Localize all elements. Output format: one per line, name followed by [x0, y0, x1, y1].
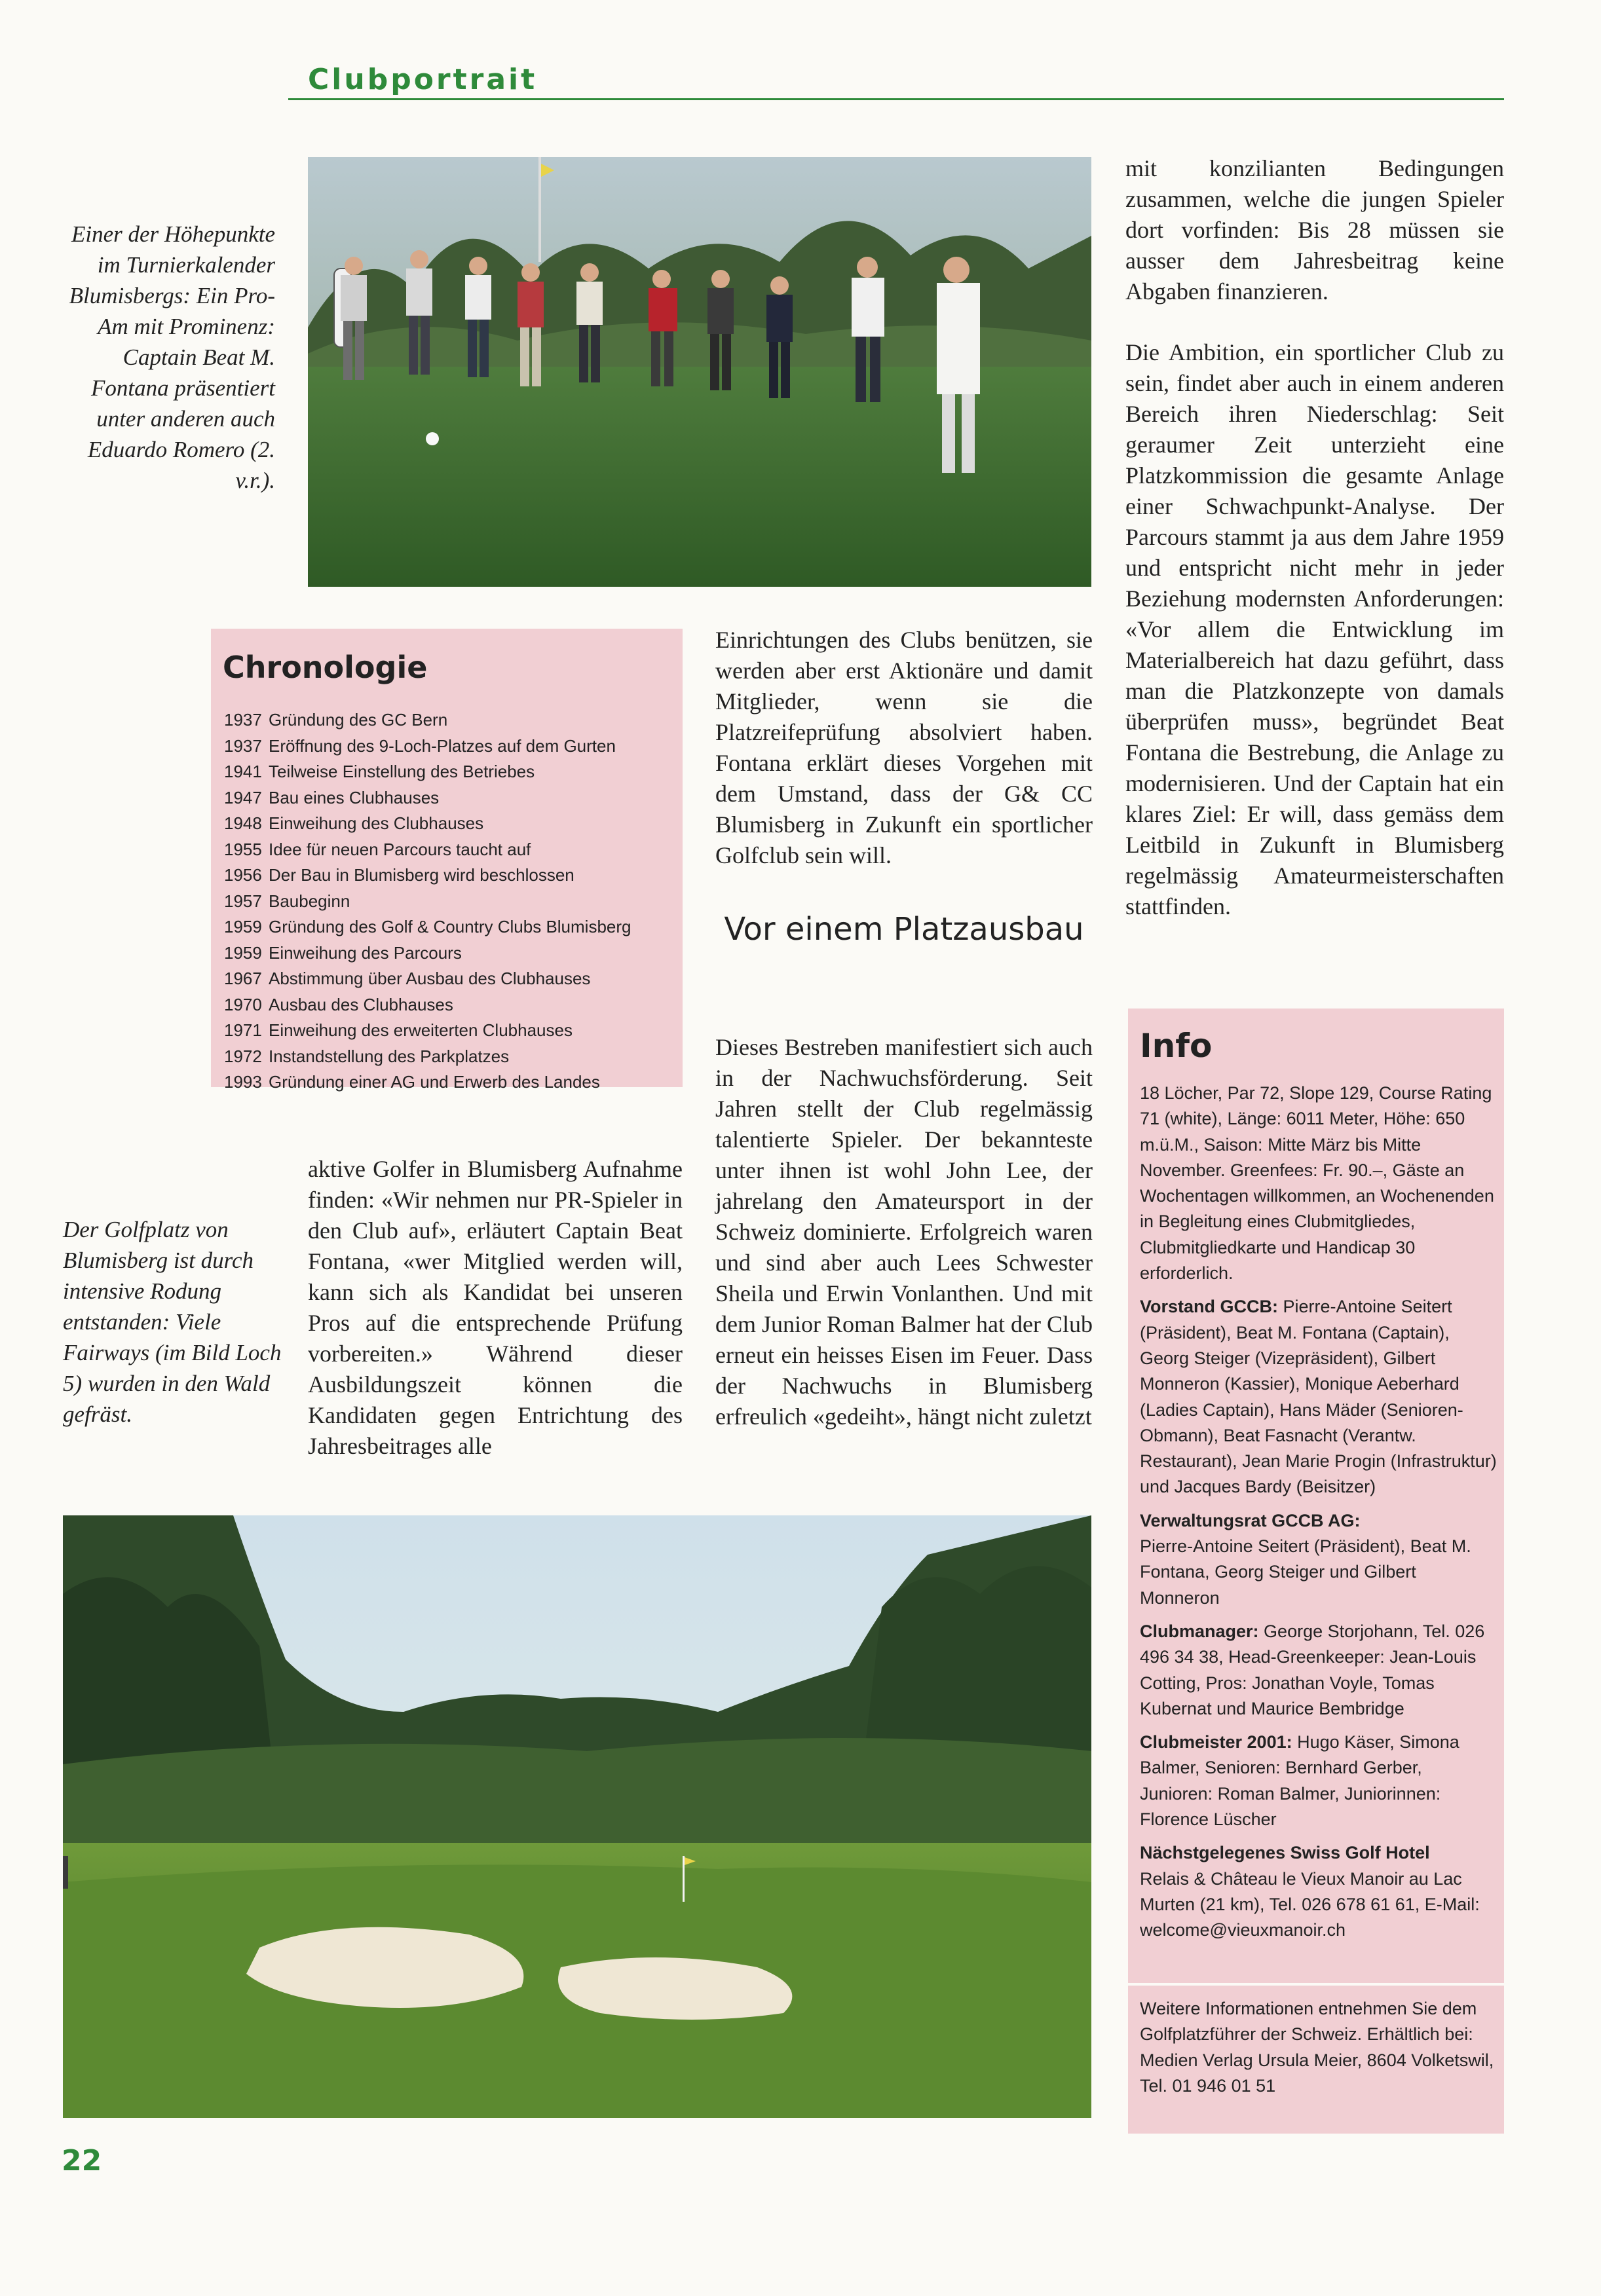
chronologie-year: 1956 — [224, 865, 262, 885]
chronologie-box — [211, 629, 683, 1092]
info-clubmanager — [1140, 1619, 1497, 1722]
chronologie-item — [224, 733, 676, 760]
chronologie-text: Einweihung des erweiterten Clubhauses — [269, 1020, 573, 1040]
chronologie-year: 1941 — [224, 762, 262, 781]
chronologie-year: 1959 — [224, 917, 262, 936]
chronologie-item — [224, 889, 676, 915]
photo-golf-course-hole-5 — [63, 1515, 1091, 2118]
chronologie-year: 1947 — [224, 787, 262, 807]
chronologie-item — [224, 862, 676, 889]
page-number: 22 — [62, 2144, 102, 2177]
info-content — [1140, 1081, 1497, 1952]
info-meister-text: Hugo Käser, Simona Balmer, Senioren: Bernhard Gerber, Junioren: Roman Balmer, Juniorinnen: Florence Lüscher — [1140, 1732, 1460, 1830]
chronologie-item — [224, 1069, 676, 1096]
chronologie-title: Chronologie — [223, 650, 428, 685]
info-hotel-text: Relais & Château le Vieux Manoir au Lac Murten (21 km), Tel. 026 678 61 61, E-Mail: welcome@vieuxmanoir.ch — [1140, 1868, 1480, 1940]
info-box — [1128, 1009, 1504, 2134]
info-vr-text: Pierre-Antoine Seitert (Präsident), Beat M. Fontana, Georg Steiger und Gilbert Monneron — [1140, 1536, 1471, 1608]
chronologie-item — [224, 1018, 676, 1044]
chronologie-text: Teilweise Einstellung des Betriebes — [269, 762, 535, 781]
chronologie-text: Einweihung des Parcours — [269, 942, 462, 963]
chronologie-text: Eröffnung des 9-Loch-Platzes auf dem Gurten — [269, 735, 616, 756]
chronologie-text: Gründung des GC Bern — [269, 710, 448, 730]
info-manager-label: Clubmanager: — [1140, 1621, 1259, 1641]
chronologie-text: Ausbau des Clubhauses — [269, 994, 453, 1014]
info-course: 18 Löcher, Par 72, Slope 129, Course Rating 71 (white), Länge: 6011 Meter, Höhe: 650 m.ü.M., Saison: Mitte März bis Mitte November. Greenfees: Fr. 90.–, Gäste an Wochentagen willkommen, an Wochenenden in Begleitung eines Clubmitgliedes, Clubmitgliedkarte und Handicap 30 erforderlich. — [1140, 1083, 1494, 1284]
chronologie-text: Gründung einer AG und Erwerb des Landes — [269, 1072, 600, 1092]
chronologie-item — [224, 707, 676, 733]
info-meister-label: Clubmeister 2001: — [1140, 1732, 1292, 1752]
article-paragraph: Dieses Bestreben manifestiert sich auch in der Nachwuchsförderung. Seit Jahren stellt der Club regelmässig talentierte Spieler. Der bekannteste unter ihnen ist wohl John Lee, der jahrelang den Amateursport in der Schweiz dominierte. Erfolgreich waren und sind aber auch Lees Schwester Sheila und Erwin Vonlanthen. Und mit dem Junior Roman Balmer hat der Club erneut ein heisses Eisen im Feuer. Dass der Nachwuchs in Blumisberg erfreulich «gedeiht», hängt nicht zuletzt — [715, 1034, 1093, 1430]
chronologie-text: Gründung des Golf & Country Clubs Blumisberg — [269, 917, 631, 936]
chronologie-item — [224, 914, 676, 940]
caption-top-photo: Einer der Höhepunkte im Turnierkalender Blumisbergs: Ein Pro-Am mit Prominenz: Captain Beat M. Fontana präsentiert unter anderen auch Eduardo Romero (2. v.r.). — [69, 221, 275, 493]
info-vorstand — [1140, 1294, 1497, 1500]
chronologie-item — [224, 837, 676, 863]
article-paragraph: Einrichtungen des Clubs benützen, sie werden aber erst Aktionäre und damit Mitglieder, wenn sie die Platzreifeprüfung absolviert haben. Fontana erklärt dieses Vorgehen mit dem Umstand, dass der G& CC Blumisberg in Zukunft ein sportlicher Golfclub sein will. — [715, 627, 1093, 868]
article-column-left — [308, 1154, 683, 1492]
chronologie-item — [224, 759, 676, 785]
chronologie-item — [224, 1044, 676, 1070]
chronologie-item — [224, 992, 676, 1018]
chronologie-year: 1937 — [224, 735, 262, 756]
chronologie-year: 1971 — [224, 1020, 262, 1040]
article-column-middle-top — [715, 625, 1093, 901]
chronologie-text: Baubeginn — [269, 891, 350, 911]
article-paragraph: Die Ambition, ein sportlicher Club zu sein, findet aber auch in einem anderen Bereich ihren Niederschlag: Seit geraumer Zeit unterzieht eine Platzkommission die gesamte Anlage einer Schwachpunkt-Analyse. Der Parcours stammt ja aus dem Jahre 1959 und entspricht nicht mehr in jeder Beziehung modernsten Anforderungen: «Vor allem die Entwicklung im Materialbereich hat dazu geführt, dass man die Platzkonzepte von damals überprüfen muss», begründet Beat Fontana die Bestrebung, die Anlage zu modernisieren. Und der Captain hat ein klares Ziel: Er will, dass gemäss dem Leitbild in Zukunft in Blumisberg regelmässig Amateurmeisterschaften stattfinden. — [1125, 339, 1504, 919]
chronologie-year: 1967 — [224, 969, 262, 988]
info-hotel-label: Nächstgelegenes Swiss Golf Hotel — [1140, 1843, 1430, 1863]
chronologie-text: Der Bau in Blumisberg wird beschlossen — [269, 865, 574, 885]
chronologie-text: Bau eines Clubhauses — [269, 787, 440, 807]
photo-pro-am-group — [308, 157, 1091, 587]
info-vorstand-text: Pierre-Antoine Seitert (Präsident), Beat M. Fontana (Captain), Georg Steiger (Vizepräsident), Gilbert Monneron (Kassier), Monique Aeberhard (Ladies Captain), Hans Mäder (Senioren-Obmann), Beat Fasnacht (Verantw. Restaurant), Jean Marie Progin (Infrastruktur) und Jacques Bardy (Beisitzer) — [1140, 1297, 1497, 1497]
caption-bottom-photo: Der Golfplatz von Blumisberg ist durch intensive Rodung entstanden: Viele Fairways (im Bild Loch 5) wurden in den Wald gefräst. — [63, 1217, 282, 1427]
chronologie-year: 1937 — [224, 710, 262, 730]
info-manager-text: George Storjohann, Tel. 026 496 34 38, Head-Greenkeeper: Jean-Louis Cotting, Pros: Jonathan Voyle, Tomas Kubernat und Maurice Bembridge — [1140, 1621, 1485, 1718]
info-divider — [1128, 1983, 1504, 1986]
chronologie-text: Einweihung des Clubhauses — [269, 813, 484, 833]
chronologie-year: 1957 — [224, 891, 262, 911]
article-column-right — [1125, 153, 1504, 952]
chronologie-year: 1948 — [224, 813, 262, 833]
info-title: Info — [1140, 1027, 1213, 1065]
chronologie-text: Instandstellung des Parkplatzes — [269, 1046, 510, 1066]
photo-course-illustration — [63, 1515, 1091, 2118]
header-rule — [288, 98, 1504, 100]
chronologie-year: 1955 — [224, 839, 262, 859]
chronologie-year: 1970 — [224, 994, 262, 1014]
info-clubmeister — [1140, 1730, 1497, 1832]
chronologie-year: 1972 — [224, 1046, 262, 1066]
photo-pro-am-illustration — [308, 157, 1091, 587]
article-subheading: Vor einem Platzausbau — [724, 911, 1084, 948]
chronologie-item — [224, 966, 676, 992]
chronologie-year: 1993 — [224, 1072, 262, 1092]
info-vr-label: Verwaltungsrat GCCB AG: — [1140, 1510, 1361, 1530]
chronologie-year: 1959 — [224, 942, 262, 963]
info-verwaltungsrat — [1140, 1508, 1497, 1611]
chronologie-item — [224, 785, 676, 811]
chronologie-item — [224, 940, 676, 967]
article-paragraph: aktive Golfer in Blumisberg Aufnahme finden: «Wir nehmen nur PR-Spieler in den Club auf», erläutert Captain Beat Fontana, «wer Mitglied werden will, kann sich als Kandidat bei unseren Pros auf die entsprechende Prüfung vorbereiten.» Während dieser Ausbildungszeit können die Kandidaten gegen Entrichtung des Jahresbeitrages alle — [308, 1156, 683, 1459]
section-title: Clubportrait — [308, 63, 538, 96]
chronologie-list — [224, 707, 676, 1096]
chronologie-text: Abstimmung über Ausbau des Clubhauses — [269, 969, 591, 988]
article-paragraph: mit konzilianten Bedingungen zusammen, welche die jungen Spieler dort vorfinden: Bis 28 müssen sie ausser dem Jahresbeitrag keine Abgaben finanzieren. — [1125, 155, 1504, 305]
chronologie-text: Idee für neuen Parcours taucht auf — [269, 839, 531, 859]
info-vorstand-label: Vorstand GCCB: — [1140, 1297, 1279, 1317]
chronologie-item — [224, 811, 676, 837]
info-footer: Weitere Informationen entnehmen Sie dem Golfplatzführer der Schweiz. Erhältlich bei: Medien Verlag Ursula Meier, 8604 Volketswil, Tel. 01 946 01 51 — [1140, 1999, 1494, 2096]
article-column-middle-bottom — [715, 1032, 1093, 1462]
info-hotel — [1140, 1840, 1497, 1943]
